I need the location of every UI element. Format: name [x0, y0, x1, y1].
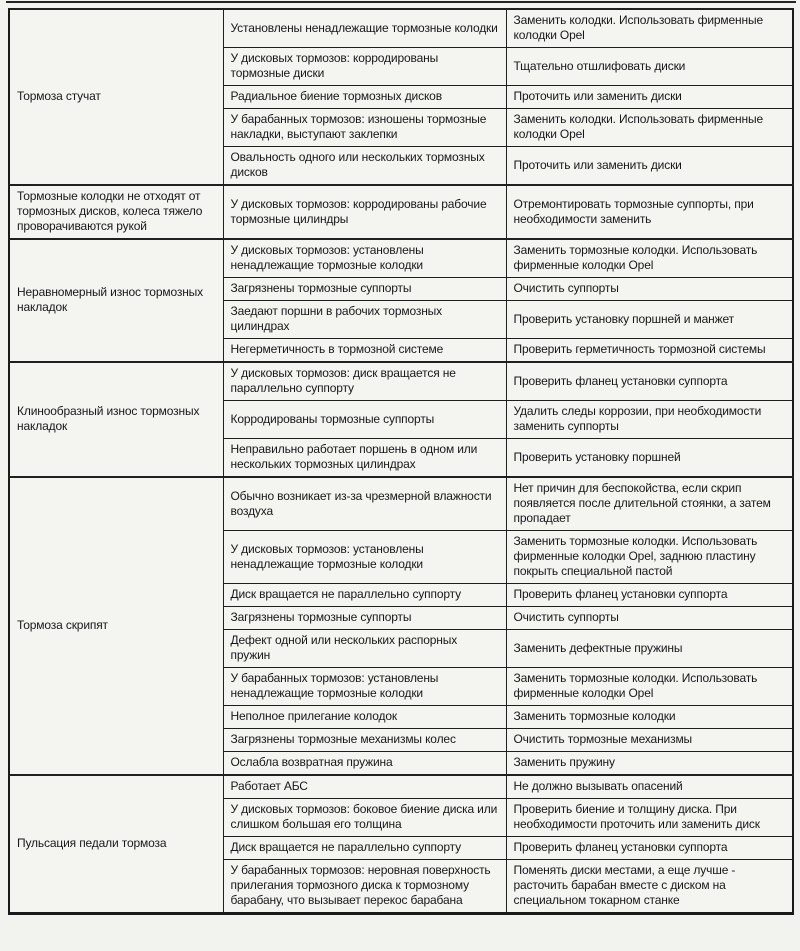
cause-cell: Диск вращается не параллельно суппорту: [223, 584, 506, 607]
remedy-cell: Удалить следы коррозии, при необходимости заменить суппорты: [506, 401, 793, 439]
remedy-cell: Проточить или заменить диски: [506, 86, 793, 109]
cause-cell: Овальность одного или нескольких тормозных дисков: [223, 147, 506, 186]
table-row: [9, 185, 793, 239]
cause-cell: Неполное прилегание колодок: [223, 706, 506, 729]
remedy-cell: Очистить суппорты: [506, 607, 793, 630]
remedy-cell: Проверить установку поршней: [506, 439, 793, 478]
cause-cell: У дисковых тормозов: установлены ненадлежащие тормозные колодки: [223, 531, 506, 584]
cause-cell: Ослабла возвратная пружина: [223, 752, 506, 776]
cause-cell: Корродированы тормозные суппорты: [223, 401, 506, 439]
symptom-cell: Тормоза стучат: [9, 9, 223, 185]
cause-cell: Загрязнены тормозные суппорты: [223, 278, 506, 301]
table-row: [9, 477, 793, 531]
remedy-cell: Очистить тормозные механизмы: [506, 729, 793, 752]
top-scan-line: [6, 1, 796, 3]
table-row: [9, 9, 793, 48]
symptom-cell: Пульсация педали тормоза: [9, 775, 223, 914]
symptom-cell: Неравномерный износ тормозных накладок: [9, 239, 223, 362]
table-row: [9, 239, 793, 278]
cause-cell: Заедают поршни в рабочих тормозных цилиндрах: [223, 301, 506, 339]
remedy-cell: Проточить или заменить диски: [506, 147, 793, 186]
remedy-cell: Заменить тормозные колодки. Использовать фирменные колодки Opel: [506, 668, 793, 706]
cause-cell: Загрязнены тормозные механизмы колес: [223, 729, 506, 752]
remedy-cell: Заменить пружину: [506, 752, 793, 776]
cause-cell: У барабанных тормозов: неровная поверхность прилегания тормозного диска к тормозному барабану, что вызывает перекос барабана: [223, 860, 506, 914]
cause-cell: У барабанных тормозов: изношены тормозные накладки, выступают заклепки: [223, 109, 506, 147]
cause-cell: Негерметичность в тормозной системе: [223, 339, 506, 363]
remedy-cell: Проверить установку поршней и манжет: [506, 301, 793, 339]
remedy-cell: Заменить дефектные пружины: [506, 630, 793, 668]
remedy-cell: Поменять диски местами, а еще лучше - расточить барабан вместе с диском на специальном токарном станке: [506, 860, 793, 914]
remedy-cell: Нет причин для беспокойства, если скрип появляется после длительной стоянки, а затем пропадает: [506, 477, 793, 531]
symptom-cell: Тормозные колодки не отходят от тормозных дисков, колеса тяжело проворачиваются рукой: [9, 185, 223, 239]
remedy-cell: Проверить биение и толщину диска. При необходимости проточить или заменить диск: [506, 799, 793, 837]
cause-cell: Работает АБС: [223, 775, 506, 799]
brake-troubleshooting-table: [8, 8, 794, 915]
table-row: [9, 775, 793, 799]
cause-cell: Радиальное биение тормозных дисков: [223, 86, 506, 109]
cause-cell: У дисковых тормозов: установлены ненадлежащие тормозные колодки: [223, 239, 506, 278]
symptom-cell: Клинообразный износ тормозных накладок: [9, 362, 223, 477]
remedy-cell: Заменить тормозные колодки: [506, 706, 793, 729]
remedy-cell: Очистить суппорты: [506, 278, 793, 301]
cause-cell: Неправильно работает поршень в одном или нескольких тормозных цилиндрах: [223, 439, 506, 478]
cause-cell: Дефект одной или нескольких распорных пружин: [223, 630, 506, 668]
remedy-cell: Не должно вызывать опасений: [506, 775, 793, 799]
cause-cell: У дисковых тормозов: корродированы тормозные диски: [223, 48, 506, 86]
table-row: [9, 362, 793, 401]
remedy-cell: Заменить колодки. Использовать фирменные колодки Opel: [506, 9, 793, 48]
remedy-cell: Заменить тормозные колодки. Использовать фирменные колодки Opel: [506, 239, 793, 278]
cause-cell: Обычно возникает из-за чрезмерной влажности воздуха: [223, 477, 506, 531]
cause-cell: У дисковых тормозов: диск вращается не параллельно суппорту: [223, 362, 506, 401]
cause-cell: У дисковых тормозов: боковое биение диска или слишком большая его толщина: [223, 799, 506, 837]
remedy-cell: Проверить фланец установки суппорта: [506, 837, 793, 860]
remedy-cell: Отремонтировать тормозные суппорты, при необходимости заменить: [506, 185, 793, 239]
cause-cell: У барабанных тормозов: установлены ненадлежащие тормозные колодки: [223, 668, 506, 706]
cause-cell: Установлены ненадлежащие тормозные колодки: [223, 9, 506, 48]
cause-cell: У дисковых тормозов: корродированы рабочие тормозные цилиндры: [223, 185, 506, 239]
cause-cell: Диск вращается не параллельно суппорту: [223, 837, 506, 860]
remedy-cell: Заменить тормозные колодки. Использовать фирменные колодки Opel, заднюю пластину покрыть специальной пастой: [506, 531, 793, 584]
symptom-cell: Тормоза скрипят: [9, 477, 223, 775]
remedy-cell: Проверить герметичность тормозной системы: [506, 339, 793, 363]
remedy-cell: Тщательно отшлифовать диски: [506, 48, 793, 86]
remedy-cell: Проверить фланец установки суппорта: [506, 584, 793, 607]
cause-cell: Загрязнены тормозные суппорты: [223, 607, 506, 630]
remedy-cell: Заменить колодки. Использовать фирменные колодки Opel: [506, 109, 793, 147]
remedy-cell: Проверить фланец установки суппорта: [506, 362, 793, 401]
